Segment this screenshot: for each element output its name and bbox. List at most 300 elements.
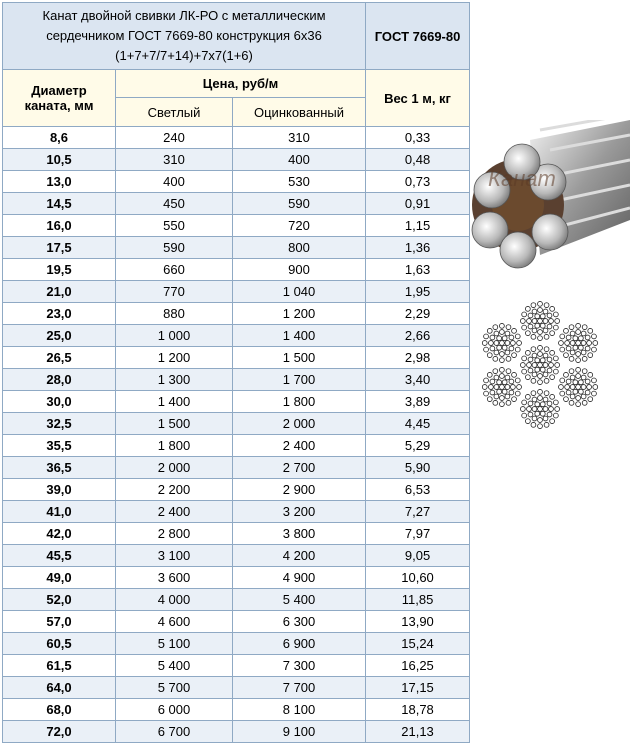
wire-circle — [482, 385, 487, 390]
wire-circle — [490, 335, 495, 340]
wire-circle — [570, 331, 575, 336]
wire-circle — [555, 319, 560, 324]
table-row — [3, 699, 470, 721]
wire-circle — [564, 372, 569, 377]
wire-circle — [543, 372, 548, 377]
table-row — [3, 281, 470, 303]
wire-circle — [544, 303, 549, 308]
wire-circle — [547, 368, 552, 373]
wire-circle — [494, 375, 499, 380]
wire-circle — [560, 378, 565, 383]
light-column-header: Светлый — [116, 98, 233, 127]
wire-circle — [544, 378, 549, 383]
wire-circle — [499, 367, 504, 372]
wire-circle — [494, 341, 499, 346]
diameter-cell: 41,0 — [3, 501, 116, 523]
table-row — [3, 567, 470, 589]
wire-circle — [505, 385, 510, 390]
wire-circle — [559, 385, 564, 390]
wire-circle — [588, 397, 593, 402]
weight-cell: 3,40 — [366, 369, 470, 391]
diameter-cell: 30,0 — [3, 391, 116, 413]
weight-cell: 2,29 — [366, 303, 470, 325]
weight-cell: 0,91 — [366, 193, 470, 215]
wire-circle — [499, 341, 504, 346]
diameter-cell: 60,5 — [3, 633, 116, 655]
weight-cell: 18,78 — [366, 699, 470, 721]
wire-circle — [532, 363, 537, 368]
wire-circle — [547, 401, 552, 406]
table-row — [3, 127, 470, 149]
light-price-cell: 400 — [116, 171, 233, 193]
wire-circle — [578, 336, 583, 341]
wire-circle — [532, 397, 537, 402]
table-row — [3, 545, 470, 567]
wire-circle — [547, 412, 552, 417]
wire-circle — [553, 356, 558, 361]
wire-circle — [512, 397, 517, 402]
wire-circle — [550, 394, 555, 399]
light-price-cell: 1 300 — [116, 369, 233, 391]
wire-circle — [559, 341, 564, 346]
wire-circle — [499, 385, 504, 390]
wire-circle — [564, 353, 569, 358]
table-row — [3, 369, 470, 391]
weight-cell: 0,73 — [366, 171, 470, 193]
wire-circle — [488, 341, 493, 346]
table-row — [3, 457, 470, 479]
wire-circle — [502, 336, 507, 341]
light-price-cell: 2 400 — [116, 501, 233, 523]
galvanized-price-cell: 9 100 — [233, 721, 366, 743]
wire-circle — [569, 325, 574, 330]
wire-circle — [532, 319, 537, 324]
wire-circle — [587, 341, 592, 346]
diameter-cell: 28,0 — [3, 369, 116, 391]
wire-circle — [493, 356, 498, 361]
table-title — [3, 3, 366, 70]
wire-circle — [497, 336, 502, 341]
table-row — [3, 721, 470, 743]
wire-circle — [509, 390, 514, 395]
weight-cell: 0,33 — [366, 127, 470, 149]
wire-circle — [544, 334, 549, 339]
wire-circle — [484, 378, 489, 383]
weight-header: Вес 1 м, кг — [366, 70, 470, 127]
wire-circle — [538, 363, 543, 368]
title-line-3: (1+7+7/7+14)+7х7(1+6) — [115, 48, 253, 63]
wire-circle — [538, 418, 543, 423]
light-price-cell: 2 000 — [116, 457, 233, 479]
wire-circle — [582, 369, 587, 374]
wire-circle — [510, 341, 515, 346]
light-price-cell: 450 — [116, 193, 233, 215]
wire-circle — [564, 397, 569, 402]
wire-circle — [553, 413, 558, 418]
wire-circle — [528, 313, 533, 318]
wire-circle — [566, 335, 571, 340]
galvanized-price-cell: 590 — [233, 193, 366, 215]
wire-circle — [512, 353, 517, 358]
galvanized-price-cell: 3 800 — [233, 523, 366, 545]
wire-circle — [576, 323, 581, 328]
diameter-cell: 13,0 — [3, 171, 116, 193]
wire-circle — [502, 389, 507, 394]
wire-circle — [573, 336, 578, 341]
wire-circle — [560, 334, 565, 339]
wire-circle — [566, 379, 571, 384]
table-row — [3, 391, 470, 413]
wire-circle — [582, 400, 587, 405]
galvanized-price-cell: 310 — [233, 127, 366, 149]
wire-circle — [499, 396, 504, 401]
wire-circle — [573, 380, 578, 385]
wire-circle — [490, 390, 495, 395]
table-row — [3, 171, 470, 193]
wire-circle — [570, 385, 575, 390]
price-table — [2, 2, 470, 743]
wire-circle — [515, 334, 520, 339]
light-price-cell: 4 000 — [116, 589, 233, 611]
galvanized-price-cell: 4 900 — [233, 567, 366, 589]
table-row — [3, 501, 470, 523]
diameter-cell: 23,0 — [3, 303, 116, 325]
wire-circle — [544, 422, 549, 427]
wire-circle — [497, 389, 502, 394]
diameter-cell: 35,5 — [3, 435, 116, 457]
galvanized-price-cell: 2 700 — [233, 457, 366, 479]
wire-circle — [505, 350, 510, 355]
wire-circle — [538, 345, 543, 350]
wire-circle — [543, 363, 548, 368]
wire-circle — [535, 367, 540, 372]
wire-circle — [538, 374, 543, 379]
galvanized-price-cell: 1 700 — [233, 369, 366, 391]
table-row — [3, 435, 470, 457]
wire-circle — [581, 350, 586, 355]
wire-circle — [535, 402, 540, 407]
weight-cell: 0,48 — [366, 149, 470, 171]
wire-circle — [549, 407, 554, 412]
light-price-cell: 2 800 — [116, 523, 233, 545]
wire-circle — [553, 400, 558, 405]
galvanized-price-cell: 1 500 — [233, 347, 366, 369]
wire-circle — [520, 407, 525, 412]
price-header: Цена, руб/м — [116, 70, 366, 98]
wire-circle — [531, 334, 536, 339]
weight-cell: 15,24 — [366, 633, 470, 655]
weight-cell: 10,60 — [366, 567, 470, 589]
weight-cell: 9,05 — [366, 545, 470, 567]
wire-circle — [543, 309, 548, 314]
light-price-cell: 5 700 — [116, 677, 233, 699]
weight-cell: 7,27 — [366, 501, 470, 523]
wire-circle — [543, 328, 548, 333]
light-price-cell: 5 100 — [116, 633, 233, 655]
wire-circle — [502, 380, 507, 385]
wire-circle — [509, 379, 514, 384]
wire-circle — [550, 419, 555, 424]
table-row — [3, 237, 470, 259]
wire-circle — [582, 325, 587, 330]
wire-circle — [487, 353, 492, 358]
wire-circle — [538, 389, 543, 394]
galvanized-price-cell: 2 000 — [233, 413, 366, 435]
diameter-cell: 8,6 — [3, 127, 116, 149]
wire-circle — [576, 385, 581, 390]
wire-circle — [550, 306, 555, 311]
wire-circle — [505, 331, 510, 336]
diameter-cell: 45,5 — [3, 545, 116, 567]
wire-circle — [532, 309, 537, 314]
wire-circle — [532, 416, 537, 421]
wire-circle — [578, 380, 583, 385]
wire-circle — [525, 350, 530, 355]
wire-circle — [576, 396, 581, 401]
diameter-cell: 14,5 — [3, 193, 116, 215]
wire-circle — [538, 424, 543, 429]
wire-circle — [494, 394, 499, 399]
galvanized-price-cell: 5 400 — [233, 589, 366, 611]
table-row — [3, 303, 470, 325]
wire-circle — [528, 412, 533, 417]
galvanized-price-cell: 3 200 — [233, 501, 366, 523]
wire-circle — [520, 319, 525, 324]
wire-circle — [531, 303, 536, 308]
wire-circle — [499, 402, 504, 407]
wire-circle — [581, 341, 586, 346]
weight-cell: 5,29 — [366, 435, 470, 457]
wire-circle — [576, 330, 581, 335]
weight-cell: 6,53 — [366, 479, 470, 501]
wire-circle — [588, 353, 593, 358]
wire-circle — [581, 375, 586, 380]
light-price-cell: 5 400 — [116, 655, 233, 677]
diameter-cell: 32,5 — [3, 413, 116, 435]
diameter-cell: 64,0 — [3, 677, 116, 699]
wire-circle — [499, 352, 504, 357]
wire-circle — [538, 308, 543, 313]
diameter-cell: 19,5 — [3, 259, 116, 281]
galvanized-price-cell: 7 700 — [233, 677, 366, 699]
wire-circle — [488, 385, 493, 390]
wire-circle — [582, 356, 587, 361]
light-price-cell: 3 100 — [116, 545, 233, 567]
wire-circle — [587, 385, 592, 390]
wire-circle — [566, 390, 571, 395]
diameter-header-line-1: Диаметр — [31, 83, 87, 98]
wire-circle — [490, 379, 495, 384]
wire-circle — [573, 345, 578, 350]
galvanized-price-cell: 2 400 — [233, 435, 366, 457]
wire-circle — [553, 325, 558, 330]
wire-circle — [564, 328, 569, 333]
wire-circle — [544, 391, 549, 396]
wire-circle — [532, 407, 537, 412]
galvanized-price-cell: 1 040 — [233, 281, 366, 303]
table-row — [3, 413, 470, 435]
diameter-header-line-2: каната, мм — [24, 98, 94, 113]
table-row — [3, 589, 470, 611]
wire-circle — [527, 319, 532, 324]
wire-circle — [592, 391, 597, 396]
wire-circle — [505, 341, 510, 346]
wire-circle — [570, 394, 575, 399]
wire-circle — [593, 341, 598, 346]
wire-circle — [550, 350, 555, 355]
diameter-cell: 57,0 — [3, 611, 116, 633]
table-body — [3, 127, 470, 743]
wire-circle — [540, 402, 545, 407]
rope-illustrations — [470, 120, 630, 440]
light-price-cell: 1 400 — [116, 391, 233, 413]
light-price-cell: 4 600 — [116, 611, 233, 633]
diameter-cell: 10,5 — [3, 149, 116, 171]
weight-cell: 17,15 — [366, 677, 470, 699]
wire-circle — [570, 375, 575, 380]
wire-circle — [543, 397, 548, 402]
diameter-cell: 52,0 — [3, 589, 116, 611]
galvanized-column-header: Оцинкованный — [233, 98, 366, 127]
title-line-1: Канат двойной свивки ЛК-РО с металлическим — [42, 8, 326, 23]
table-row — [3, 479, 470, 501]
wire-circle — [506, 369, 511, 374]
table-row — [3, 259, 470, 281]
wire-circle — [525, 306, 530, 311]
wire-circle — [585, 335, 590, 340]
weight-cell: 16,25 — [366, 655, 470, 677]
wire-circle — [531, 391, 536, 396]
galvanized-price-cell: 1 400 — [233, 325, 366, 347]
wire-circle — [525, 394, 530, 399]
wire-circle — [592, 378, 597, 383]
light-price-cell: 6 000 — [116, 699, 233, 721]
wire-circle — [547, 324, 552, 329]
weight-cell: 5,90 — [366, 457, 470, 479]
galvanized-price-cell: 6 900 — [233, 633, 366, 655]
wire-circle — [553, 312, 558, 317]
diameter-cell: 36,5 — [3, 457, 116, 479]
wire-circle — [581, 394, 586, 399]
wire-circle — [515, 347, 520, 352]
diameter-cell: 39,0 — [3, 479, 116, 501]
wire-circle — [497, 380, 502, 385]
wire-circle — [543, 407, 548, 412]
wire-circle — [573, 389, 578, 394]
wire-circle — [555, 363, 560, 368]
wire-circle — [528, 401, 533, 406]
wire-circle — [522, 400, 527, 405]
wire-circle — [520, 363, 525, 368]
wire-circle — [499, 374, 504, 379]
wire-circle — [544, 347, 549, 352]
diameter-cell: 72,0 — [3, 721, 116, 743]
wire-circle — [588, 372, 593, 377]
galvanized-price-cell: 8 100 — [233, 699, 366, 721]
table-row — [3, 193, 470, 215]
wire-circle — [538, 319, 543, 324]
wire-circle — [493, 369, 498, 374]
table-row — [3, 523, 470, 545]
wire-circle — [502, 345, 507, 350]
wire-circle — [576, 341, 581, 346]
wire-circle — [484, 391, 489, 396]
wire-circle — [505, 394, 510, 399]
diameter-cell: 42,0 — [3, 523, 116, 545]
wire-circle — [569, 400, 574, 405]
wire-circle — [515, 378, 520, 383]
wire-circle — [565, 385, 570, 390]
wire-circle — [543, 319, 548, 324]
wire-circle — [535, 358, 540, 363]
wire-circle — [525, 375, 530, 380]
weight-cell: 1,36 — [366, 237, 470, 259]
wire-circle — [576, 402, 581, 407]
wire-circle — [555, 407, 560, 412]
wire-circle — [499, 323, 504, 328]
light-price-cell: 1 800 — [116, 435, 233, 457]
wire-circle — [528, 324, 533, 329]
wire-circle — [532, 372, 537, 377]
wire-circle — [499, 358, 504, 363]
weight-cell: 2,98 — [366, 347, 470, 369]
wire-circle — [522, 413, 527, 418]
light-price-cell: 590 — [116, 237, 233, 259]
wire-circle — [522, 356, 527, 361]
wire-circle — [490, 346, 495, 351]
galvanized-price-cell: 800 — [233, 237, 366, 259]
wire-circle — [578, 345, 583, 350]
wire-circle — [553, 369, 558, 374]
wire-circle — [506, 325, 511, 330]
wire-circle — [531, 422, 536, 427]
wire-circle — [540, 358, 545, 363]
wire-circle — [509, 335, 514, 340]
wire-circle — [484, 347, 489, 352]
wire-circle — [538, 407, 543, 412]
wire-circle — [550, 331, 555, 336]
wire-circle — [547, 313, 552, 318]
wire-circle — [525, 419, 530, 424]
gost-header: ГОСТ 7669-80 — [366, 3, 470, 70]
wire-circle — [535, 323, 540, 328]
wire-circle — [487, 328, 492, 333]
table-row — [3, 611, 470, 633]
wire-circle — [499, 330, 504, 335]
weight-cell: 1,63 — [366, 259, 470, 281]
table-row — [3, 633, 470, 655]
galvanized-price-cell: 400 — [233, 149, 366, 171]
wire-circle — [566, 346, 571, 351]
rope-watermark: Канат — [488, 166, 556, 191]
weight-cell: 13,90 — [366, 611, 470, 633]
weight-cell: 1,15 — [366, 215, 470, 237]
galvanized-price-cell: 720 — [233, 215, 366, 237]
wire-circle — [560, 347, 565, 352]
galvanized-price-cell: 1 800 — [233, 391, 366, 413]
table-row — [3, 215, 470, 237]
diameter-cell: 25,0 — [3, 325, 116, 347]
rope-cross-section-diagram — [482, 301, 597, 428]
wire-circle — [531, 378, 536, 383]
table-row — [3, 655, 470, 677]
wire-circle — [578, 389, 583, 394]
diameter-cell: 21,0 — [3, 281, 116, 303]
weight-cell: 4,45 — [366, 413, 470, 435]
wire-circle — [549, 363, 554, 368]
wire-circle — [588, 328, 593, 333]
wire-circle — [592, 334, 597, 339]
